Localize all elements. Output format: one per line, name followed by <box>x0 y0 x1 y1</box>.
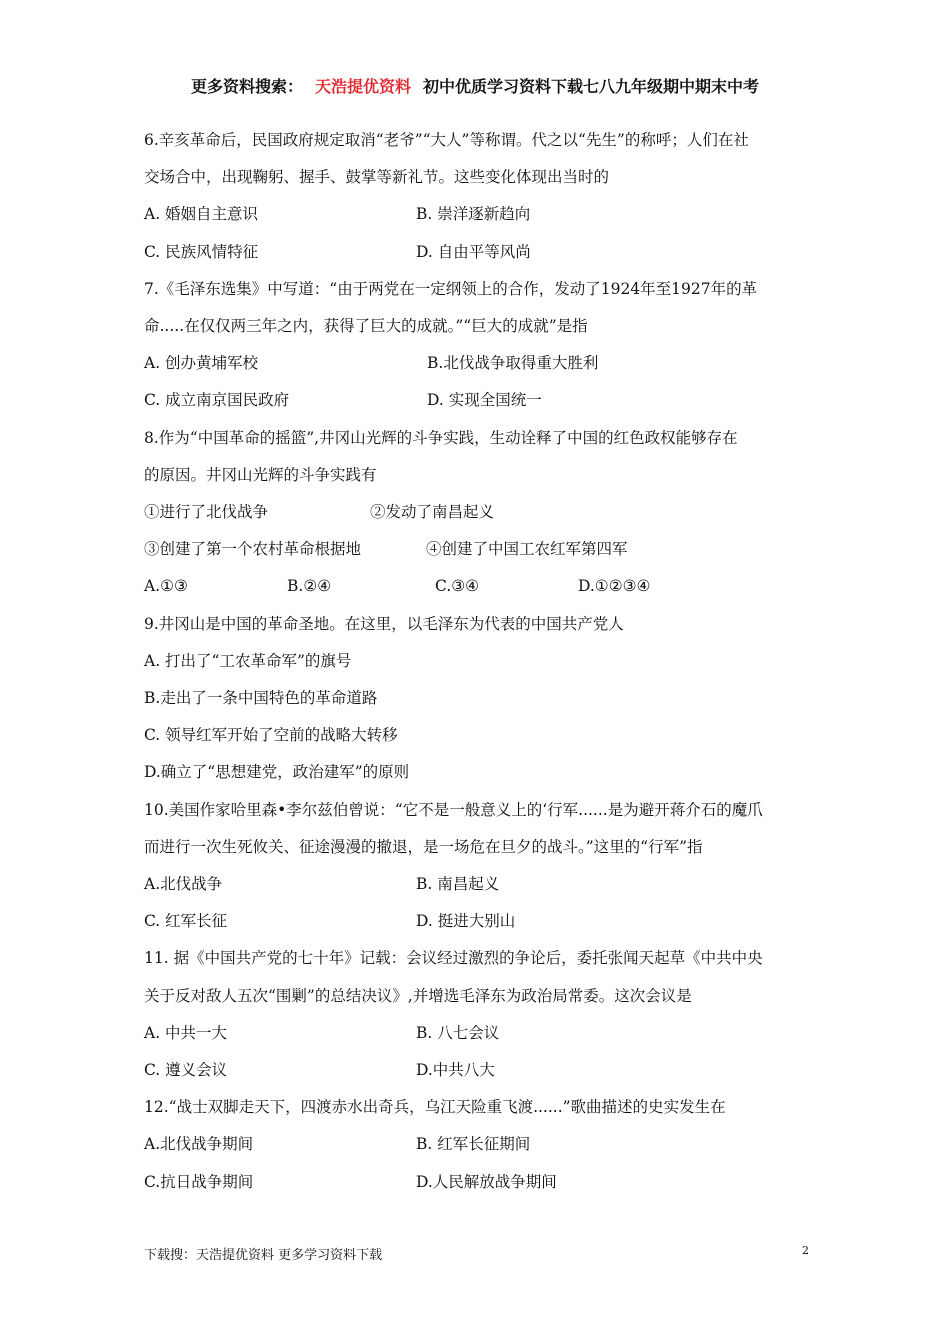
question-6-option-c: C. 民族风情特征 <box>144 242 259 261</box>
question-6-options-ab <box>144 196 814 233</box>
question-11-line-1: 11. 据《中国共产党的七十年》记载：会议经过激烈的争论后，委托张闻天起草《中共中央 <box>144 949 763 968</box>
question-12-option-b: B. 红军长征期间 <box>416 1135 531 1154</box>
question-8-statements-34 <box>144 531 814 568</box>
question-12-option-c: C.抗日战争期间 <box>144 1172 254 1191</box>
question-8-statement-2: ②发动了南昌起义 <box>370 503 495 522</box>
question-11-option-a: A. 中共一大 <box>144 1023 228 1042</box>
question-11-option-c: C. 遵义会议 <box>144 1061 228 1080</box>
question-11-options-ab <box>144 1015 814 1052</box>
question-10-options-cd <box>144 903 814 940</box>
question-9-option-a: A. 打出了“工农革命军”的旗号 <box>144 651 352 670</box>
page-number: 2 <box>802 1244 809 1257</box>
question-10-options-ab <box>144 866 814 903</box>
question-6-line-1: 6.辛亥革命后，民国政府规定取消“老爷”“大人”等称谓。代之以“先生”的称呼；人们在社 <box>144 131 749 149</box>
question-10-line-1: 10.美国作家哈里森•李尔兹伯曾说：“它不是一般意义上的‘行军......是为避开蒋介石的魔爪 <box>144 800 763 819</box>
question-9-option-d: D.确立了“思想建党，政治建军”的原则 <box>144 763 410 782</box>
question-6-line-2: 交场合中，出现鞠躬、握手、鼓掌等新礼节。这些变化体现出当时的 <box>144 168 610 187</box>
question-12-option-a: A.北伐战争期间 <box>144 1135 254 1154</box>
question-8-option-c: C.③④ <box>435 577 480 596</box>
question-12-line-1: 12.“战士双脚走天下，四渡赤水出奇兵，乌江天险重飞渡......”歌曲描述的史实发生在 <box>144 1098 726 1117</box>
question-11-option-b: B. 八七会议 <box>416 1023 500 1042</box>
question-11-line-2: 关于反对敌人五次“围剿”的总结决议》,并增选毛泽东为政治局常委。这次会议是 <box>144 986 692 1005</box>
question-7-options-ab <box>144 345 814 382</box>
question-10-line-2: 而进行一次生死攸关、征途漫漫的撤退，是一场危在旦夕的战斗。”这里的“行军”指 <box>144 837 703 856</box>
question-7-option-b: B.北伐战争取得重大胜利 <box>427 354 599 373</box>
question-9-option-c: C. 领导红军开始了空前的战略大转移 <box>144 726 398 745</box>
question-6-option-a: A. 婚姻自主意识 <box>144 205 259 224</box>
question-8-option-d: D.①②③④ <box>578 577 651 596</box>
question-10-option-a: A.北伐战争 <box>144 875 223 894</box>
header-suffix: 初中优质学习资料下载七八九年级期中期末中考 <box>423 77 760 96</box>
question-7-options-cd <box>144 382 814 419</box>
question-9-line-1: 9.井冈山是中国的革命圣地。在这里，以毛泽东为代表的中国共产党人 <box>144 614 624 633</box>
document-body <box>144 122 814 1201</box>
question-8-statement-1: ①进行了北伐战争 <box>144 503 269 522</box>
question-6-option-b: B. 崇洋逐新趋向 <box>416 205 531 224</box>
question-8-option-b: B.②④ <box>287 577 332 596</box>
question-7-option-a: A. 创办黄埔军校 <box>144 354 259 373</box>
question-10-option-c: C. 红军长征 <box>144 912 228 931</box>
question-8-options <box>144 568 814 605</box>
question-12-option-d: D.人民解放战争期间 <box>416 1172 557 1191</box>
question-7-option-d: D. 实现全国统一 <box>427 391 542 410</box>
question-8-statement-4: ④创建了中国工农红军第四军 <box>426 540 628 559</box>
question-6-options-cd <box>144 234 814 271</box>
page-header <box>0 74 950 97</box>
question-8-statements-12 <box>144 494 814 531</box>
question-11-option-d: D.中共八大 <box>416 1061 495 1080</box>
header-prefix: 更多资料搜索： <box>190 77 303 96</box>
question-12-options-cd <box>144 1164 814 1201</box>
question-8-line-2: 的原因。井冈山光辉的斗争实践有 <box>144 465 377 484</box>
question-7-line-1: 7.《毛泽东选集》中写道：“由于两党在一定纲领上的合作，发动了1924年至1927年的革 <box>144 279 758 298</box>
question-11-options-cd <box>144 1052 814 1089</box>
question-8-option-a: A.①③ <box>144 577 188 596</box>
question-8-line-1: 8.作为“中国革命的摇篮”,井冈山光辉的斗争实践，生动诠释了中国的红色政权能够存在 <box>144 428 738 447</box>
question-7-line-2: 命.....在仅仅两三年之内，获得了巨大的成就。”“巨大的成就”是指 <box>144 317 588 336</box>
question-8-statement-3: ③创建了第一个农村革命根据地 <box>144 540 362 559</box>
question-12-options-ab <box>144 1126 814 1163</box>
page-footer <box>144 1244 809 1263</box>
question-7-option-c: C. 成立南京国民政府 <box>144 391 290 410</box>
question-10-option-d: D. 挺进大别山 <box>416 912 516 931</box>
question-9-option-b: B.走出了一条中国特色的革命道路 <box>144 689 378 708</box>
footer-text: 下载搜：天浩提优资料 更多学习资料下载 <box>144 1248 383 1263</box>
question-6-option-d: D. 自由平等风尚 <box>416 242 531 261</box>
header-brand: 天浩提优资料 <box>314 77 411 96</box>
question-10-option-b: B. 南昌起义 <box>416 875 500 894</box>
